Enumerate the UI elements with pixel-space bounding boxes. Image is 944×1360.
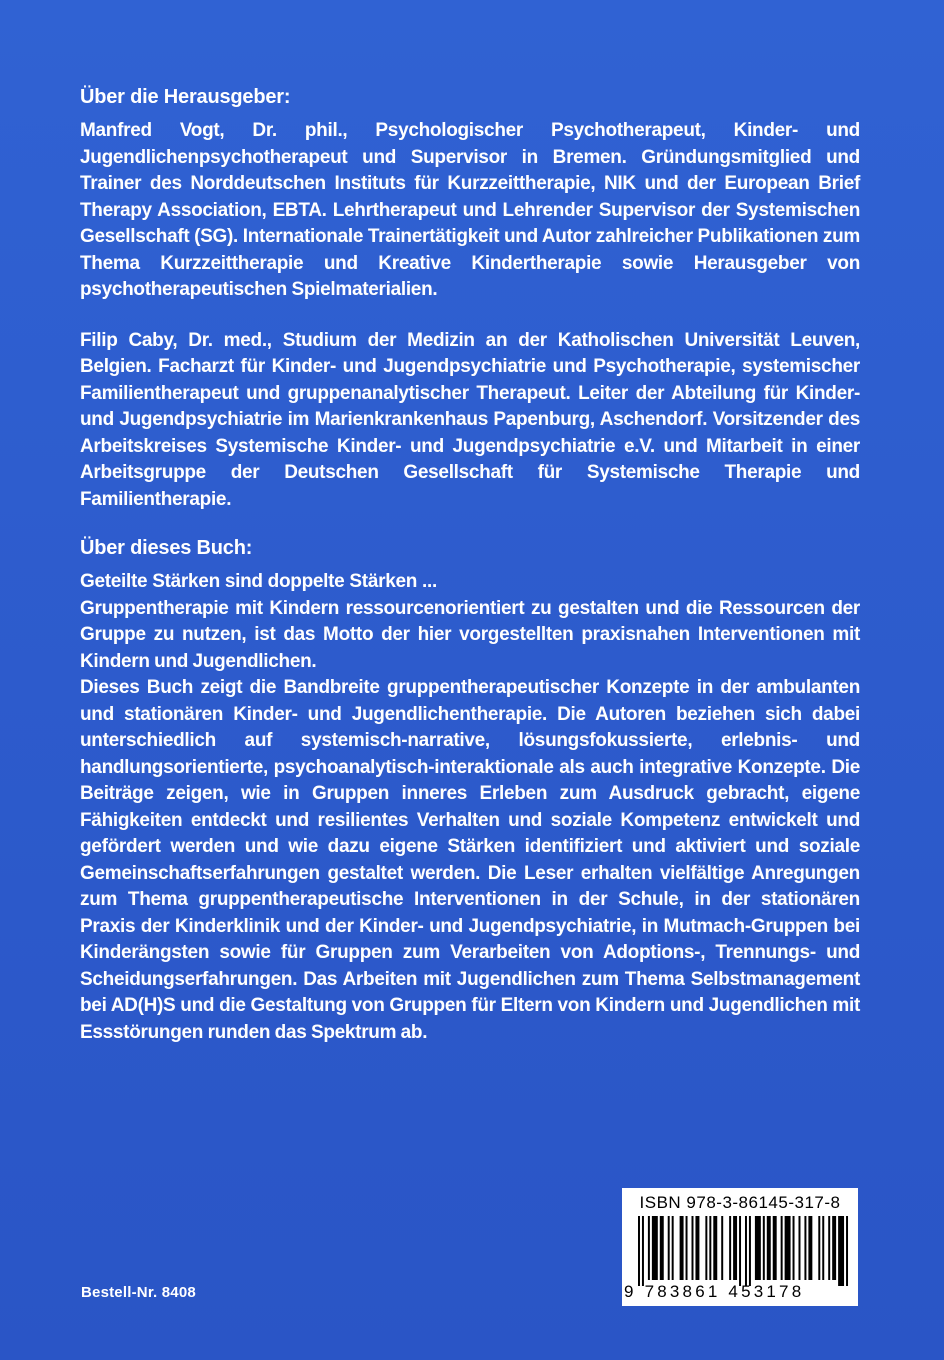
barcode-bar <box>793 1216 795 1280</box>
editor-bio-vogt: Manfred Vogt, Dr. phil., Psychologischer Psychotherapeut, Kinder- und Jugendlichenpsychotherapeut und Supervisor in Bremen. Gründungsmitglied und Trainer des Norddeutschen Instituts für Kurzzeittherapie, NIK und der European Brief Therapy Association, EBTA. Lehrtherapeut und Lehrender Supervisor der Systemischen Gesellschaft (SG). Internationale Trainertätigkeit und Autor zahlreicher Publikationen zum Thema Kurzzeittherapie und Kreative Kindertherapie sowie Herausgeber von psychotherapeutischen Spielmaterialien. <box>80 120 860 300</box>
barcode-bar <box>648 1216 650 1280</box>
barcode-bar <box>660 1216 664 1280</box>
barcode-bar <box>668 1216 670 1280</box>
barcode-bar <box>755 1216 761 1280</box>
barcode-bar <box>721 1216 723 1280</box>
barcode-bar <box>828 1216 830 1280</box>
barcode-bar <box>686 1216 688 1280</box>
barcode-bar <box>785 1216 791 1280</box>
barcode-bar <box>642 1216 644 1286</box>
order-number: Bestell-Nr. 8408 <box>81 1284 196 1301</box>
book-tagline: Geteilte Stärken sind doppelte Stärken ... <box>80 571 437 592</box>
isbn-barcode-box <box>622 1188 858 1306</box>
barcode-bar <box>832 1216 836 1280</box>
barcode-bar <box>838 1216 844 1286</box>
barcode-bar <box>745 1216 747 1286</box>
barcode-bar <box>798 1216 800 1280</box>
book-description-intro: Gruppentherapie mit Kindern ressourcenorientiert zu gestalten und die Ressourcen der Gruppe zu nutzen, ist das Motto der hier vorgestellten praxisnahen Interventionen mit Kindern und Jugendlichen. <box>80 597 860 672</box>
editors-heading: Über die Herausgeber: <box>80 86 291 108</box>
barcode-bar <box>692 1216 694 1280</box>
barcode-bar <box>749 1216 751 1286</box>
barcode-bar <box>808 1216 812 1280</box>
barcode-bar <box>705 1216 707 1280</box>
barcode-bar <box>767 1216 771 1280</box>
book-description-main: Dieses Buch zeigt die Bandbreite gruppentherapeutischer Konzepte in der ambulanten und stationären Kinder- und Jugendlichentherapie. Die Autoren beziehen sich dabei unterschiedlich auf systemisch-narrative, lösungsfokussierte, erlebnis- und handlungsorientierte, psychoanalytisch-interaktionale als auch integrative Konzepte. Die Beiträge zeigen, wie in Gruppen inneres Erleben zum Ausdruck gebracht, eigene Fähigkeiten entdeckt und resilientes Verhalten und soziale Kompetenz entwickelt und gefördert werden und wie dazu eigene Stärken identifiziert und aktiviert und soziale Gemeinschaftserfahrungen gestaltet werden. Die Leser erhalten vielfältige Anregungen zum Thema gruppentherapeutische Interventionen in der Schule, in der stationären Praxis der Kinderklinik und der Kinder- und Jugendpsychiatrie, in Mutmach-Gruppen bei Kinderängsten sowie für Gruppen zum Verarbeiten von Adoptions-, Trennungs- und Scheidungserfahrungen. Das Arbeiten mit Jugendlichen zum Thema Selbstmanagement bei AD(H)S und die Gestaltung von Gruppen für Eltern von Kindern und Jugendlichen mit Essstörungen runden das Spektrum ab. <box>80 677 860 1043</box>
barcode-bar <box>652 1216 658 1280</box>
isbn-label: ISBN 978-3-86145-317-8 <box>639 1193 841 1212</box>
barcode-bar <box>729 1216 731 1280</box>
barcode-bar <box>672 1216 674 1280</box>
barcode-bar <box>638 1216 640 1286</box>
barcode-icon <box>638 1216 850 1286</box>
barcode-bar <box>763 1216 765 1280</box>
book-heading: Über dieses Buch: <box>80 537 253 559</box>
barcode-bar <box>733 1216 737 1280</box>
barcode-bar <box>804 1216 806 1280</box>
barcode-bar <box>713 1216 717 1280</box>
barcode-bar <box>680 1216 684 1280</box>
ean-digits: 9 783861 453178 <box>624 1282 805 1301</box>
barcode-bar <box>818 1216 820 1280</box>
barcode-bar <box>695 1216 699 1280</box>
barcode-bar <box>773 1216 777 1280</box>
editor-bio-caby: Filip Caby, Dr. med., Studium der Medizin an der Katholischen Universität Leuven, Belgien. Facharzt für Kinder- und Jugendpsychiatrie und Psychotherapie, systemischer Familientherapeut und gruppenanalytischer Therapeut. Leiter der Abteilung für Kinder- und Jugendpsychiatrie im Marienkrankenhaus Papenburg, Aschendorf. Vorsitzender des Arbeitskreises Systemische Kinder- und Jugendpsychiatrie e.V. und Mitarbeit in einer Arbeitsgruppe der Deutschen Gesellschaft für Systemische Therapie und Familientherapie. <box>80 329 860 510</box>
barcode-bar <box>739 1216 741 1286</box>
cover-text <box>80 84 860 1046</box>
barcode-bar <box>709 1216 711 1280</box>
barcode-bar <box>846 1216 848 1286</box>
barcode-bar <box>781 1216 783 1280</box>
barcode-bar <box>822 1216 824 1280</box>
